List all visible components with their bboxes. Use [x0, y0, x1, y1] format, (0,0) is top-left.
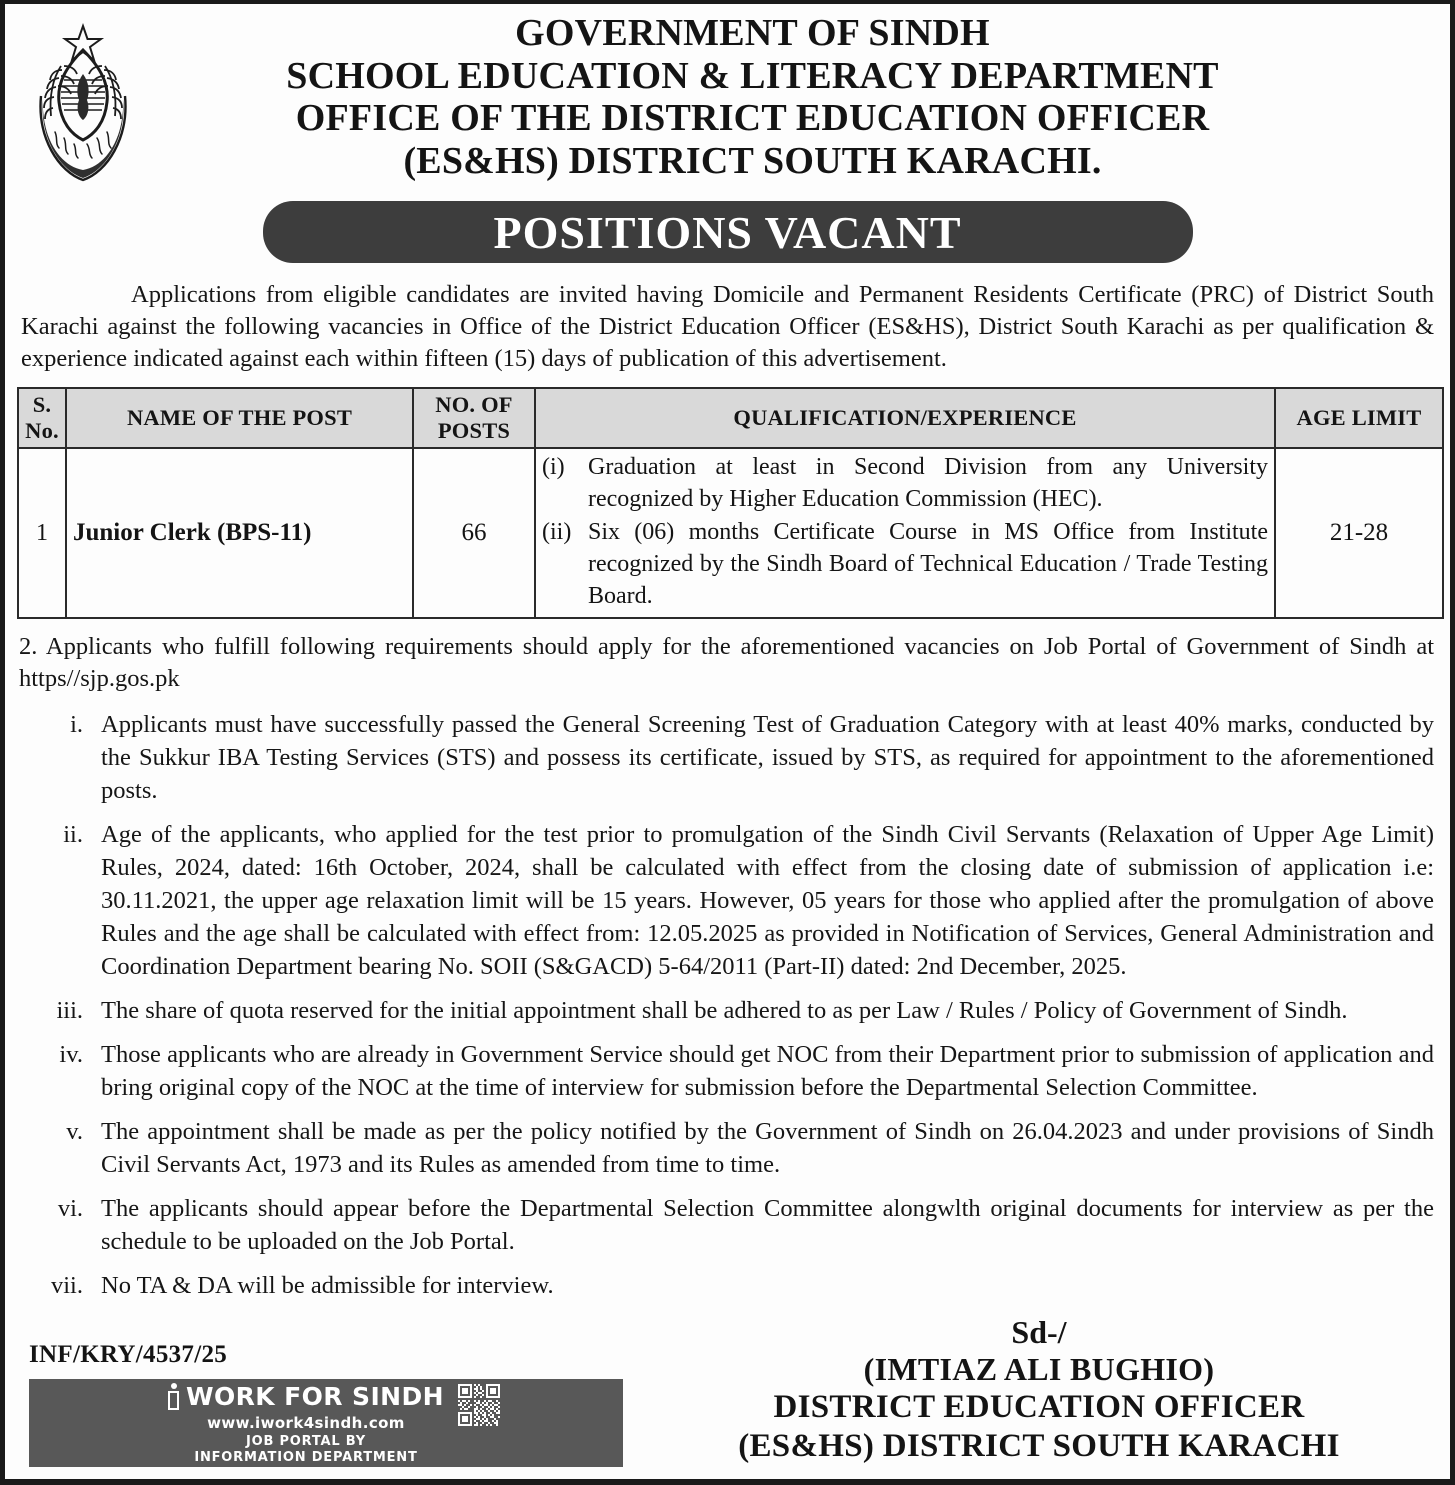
condition-marker: vi.	[57, 1194, 83, 1222]
condition-text: The applicants should appear before the Departmental Selection Committee alongwlth original documents for interview as per the schedule to be uploaded on the Job Portal.	[101, 1194, 1434, 1255]
footer-logo-row	[168, 1382, 444, 1411]
title-line-2: SCHOOL EDUCATION & LITERACY DEPARTMENT	[286, 54, 1219, 97]
cell-no-of-posts: 66	[413, 448, 535, 618]
qualification-list	[542, 452, 1268, 613]
condition-item-v	[43, 1116, 1434, 1182]
vacancy-table	[17, 387, 1444, 619]
condition-text: Those applicants who are already in Government Service should get NOC from their Department prior to submission of application and bring original copy of the NOC at the time of interview for submission before the Departmental Selection Committee.	[101, 1040, 1434, 1101]
footer-job-portal-by: JOB PORTAL BY	[245, 1433, 367, 1449]
cell-age-limit: 21-28	[1275, 448, 1443, 618]
th-qualification-experience: QUALIFICATION/EXPERIENCE	[535, 388, 1275, 448]
qualification-item	[542, 517, 1268, 613]
qualification-text: Six (06) months Certificate Course in MS Office from Institute recognized by the Sindh Board of Technical Education / Trade Testing Board.	[588, 519, 1268, 609]
job-portal-paragraph: 2. Applicants who fulfill following requirements should apply for the aforementioned vacancies on Job Portal of Government of Sindh at https//sjp.gos.pk	[19, 632, 1434, 693]
th-posts-line2: POSTS	[437, 418, 511, 444]
condition-item-i	[43, 709, 1434, 808]
title-line-3: OFFICE OF THE DISTRICT EDUCATION OFFICER	[295, 97, 1210, 140]
footer-logo-text: WORK FOR SINDH	[186, 1381, 444, 1411]
condition-marker: iv.	[59, 1040, 83, 1068]
table-row	[18, 448, 1443, 618]
footer-inner	[168, 1382, 500, 1465]
signature-designation-line2: (ES&HS) DISTRICT SOUTH KARACHI	[738, 1427, 1340, 1464]
government-of-sindh-emblem-icon	[17, 14, 137, 189]
condition-item-iii	[43, 995, 1434, 1028]
th-posts-line1: NO. OF	[435, 392, 513, 418]
condition-text: Age of the applicants, who applied for the test prior to promulgation of the Sindh Civil Servants (Relaxation of Upper Age Limit) Rules, 2024, dated: 16th October, 2024, shall be calculated with effect from the closing date of submission of application i.e: 30.11.2021, the upper age relaxation limit will be 15 years. However, 05 years for those who applied after the promulgation of above Rules and the age shall be calculated with effect from: 12.05.2025 as provided in Notification of Services, General Administration and Coordination Department bearing No. SOII (S&GACD) 5-64/2011 (Part-II) dated: 2nd December, 2025.	[101, 821, 1434, 981]
condition-item-vii	[43, 1270, 1434, 1303]
footer-website: www.iwork4sindh.com	[207, 1413, 405, 1432]
signature-designation-line1: DISTRICT EDUCATION OFFICER	[773, 1389, 1305, 1426]
footer-logo-column	[168, 1382, 444, 1465]
condition-marker: i.	[70, 711, 83, 739]
title-line-4: (ES&HS) DISTRICT SOUTH KARACHI.	[403, 139, 1102, 182]
cell-post-name: Junior Clerk (BPS-11)	[66, 448, 413, 618]
th-serial-line2: No.	[25, 418, 59, 444]
condition-text: No TA & DA will be admissible for interview.	[101, 1271, 554, 1299]
footer-information-department: INFORMATION DEPARTMENT	[194, 1449, 418, 1465]
condition-text: The appointment shall be made as per the policy notified by the Government of Sindh on 26.04.2023 and under provisions of Sindh Civil Servants Act, 1973 and its Rules as amended from time to time.	[101, 1117, 1434, 1178]
th-age-limit: AGE LIMIT	[1275, 388, 1443, 448]
condition-text: The share of quota reserved for the initial appointment shall be adhered to as per Law / Rules / Policy of Government of Sindh.	[101, 996, 1348, 1024]
i-stem	[168, 1391, 179, 1410]
condition-marker: v.	[66, 1117, 83, 1145]
positions-vacant-banner-wrap	[17, 201, 1438, 263]
qualification-marker: (ii)	[542, 519, 572, 546]
i-person-icon	[168, 1383, 179, 1410]
condition-item-iv	[43, 1039, 1434, 1105]
condition-item-vi	[43, 1193, 1434, 1259]
reference-number: INF/KRY/4537/25	[29, 1341, 228, 1368]
signature-block	[644, 1314, 1434, 1465]
th-no-of-posts	[413, 388, 535, 448]
signature-sd: Sd-/	[1011, 1314, 1067, 1351]
condition-marker: iii.	[56, 996, 83, 1024]
qr-code-icon	[458, 1384, 500, 1431]
iwork4sindh-footer-bar	[29, 1379, 623, 1467]
condition-item-ii	[43, 819, 1434, 984]
qualification-marker: (i)	[542, 454, 565, 481]
th-name-of-post: NAME OF THE POST	[66, 388, 413, 448]
cell-serial-no: 1	[18, 448, 66, 618]
th-serial-no	[18, 388, 66, 448]
qualification-item	[542, 452, 1268, 516]
conditions-list	[17, 709, 1438, 1302]
signature-officer-name: (IMTIAZ ALI BUGHIO)	[863, 1351, 1215, 1388]
positions-vacant-banner: POSITIONS VACANT	[263, 201, 1193, 263]
title-line-1: GOVERNMENT OF SINDH	[515, 12, 990, 54]
condition-text: Applicants must have successfully passed the General Screening Test of Graduation Category with at least 40% marks, conducted by the Sukkur IBA Testing Services (STS) and possess its certificate, issued by STS, as required for appointment to the aforementioned posts.	[101, 711, 1434, 805]
intro-paragraph: Applications from eligible candidates are invited having Domicile and Permanent Residents Certificate (PRC) of District South Karachi against the following vacancies in Office of the District Education Officer (ES&HS), District South Karachi as per qualification & experience indicated against each within fifteen (15) days of publication of this advertisement.	[21, 281, 1434, 373]
condition-marker: vii.	[51, 1271, 83, 1299]
i-dot	[171, 1383, 177, 1389]
qualification-text: Graduation at least in Second Division from any University recognized by Higher Education Commission (HEC).	[588, 454, 1268, 513]
table-header-row	[18, 388, 1443, 448]
th-serial-line1: S.	[32, 392, 52, 418]
cell-qualification	[535, 448, 1275, 618]
header-titles	[137, 12, 1438, 182]
document-header	[17, 10, 1438, 189]
condition-marker: ii.	[63, 821, 83, 849]
